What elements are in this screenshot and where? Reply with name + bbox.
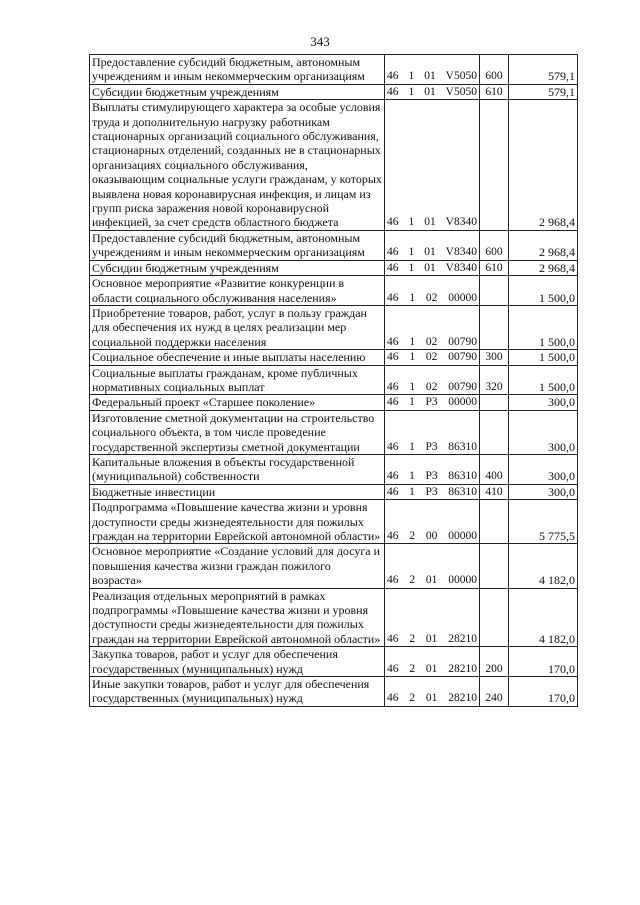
code-part: 00000	[448, 291, 477, 304]
code-parts	[387, 85, 477, 99]
row-amount: 300,0	[509, 395, 578, 410]
row-amount: 579,1	[509, 84, 578, 99]
code-part: 01	[425, 662, 438, 675]
row-name: Закупка товаров, работ и услуг для обеспечения государственных (муниципальных) нужд	[90, 647, 385, 677]
code-part: 01	[424, 70, 436, 83]
row-amount: 1 500,0	[509, 350, 578, 365]
row-expense-type: 300	[480, 350, 509, 365]
code-parts	[387, 662, 477, 676]
row-expense-type: 200	[480, 647, 509, 677]
code-part: 01	[425, 574, 438, 587]
code-part: 46	[387, 216, 399, 229]
row-name: Федеральный проект «Старшее поколение»	[90, 395, 385, 410]
code-parts	[387, 380, 477, 394]
code-part: 1	[409, 291, 416, 304]
row-amount: 300,0	[509, 484, 578, 499]
code-part: 28210	[448, 662, 477, 675]
code-part: 1	[409, 470, 415, 483]
code-parts	[387, 469, 477, 483]
table-row	[90, 84, 578, 99]
table-row	[90, 305, 578, 349]
table-row	[90, 500, 578, 544]
code-part: 01	[424, 216, 436, 229]
code-part: 00	[425, 530, 438, 542]
table-row	[90, 350, 578, 365]
row-name: Изготовление сметной документации на строительство социального объекта, в том числе проведение государственной экспертизы сметной документации	[90, 410, 385, 454]
code-parts	[387, 573, 477, 587]
row-code	[385, 647, 480, 677]
row-expense-type	[480, 544, 509, 588]
row-name: Субсидии бюджетным учреждениям	[90, 260, 385, 275]
row-expense-type: 410	[480, 484, 509, 499]
code-part: 46	[387, 261, 399, 274]
code-part: 2	[409, 632, 416, 645]
code-part: 46	[387, 70, 399, 83]
row-code	[385, 305, 480, 349]
code-part: 1	[408, 216, 415, 229]
code-part: 01	[424, 261, 436, 274]
code-parts	[387, 261, 477, 275]
row-expense-type	[480, 500, 509, 544]
budget-table	[89, 54, 578, 707]
table-row	[90, 55, 578, 85]
code-part: V8340	[445, 216, 477, 229]
row-code	[385, 230, 480, 260]
code-parts	[387, 691, 477, 705]
code-parts	[387, 485, 477, 499]
row-name: Реализация отдельных мероприятий в рамках подпрограммы «Повышение качества жизни и уровня доступности среды жизнедеятельности для пожилых граждан на территории Еврейской автономной области»	[90, 588, 385, 647]
code-part: 46	[387, 530, 399, 542]
code-parts	[387, 395, 477, 409]
code-part: 2	[409, 662, 416, 675]
code-part: P3	[425, 470, 438, 483]
row-name: Подпрограмма «Повышение качества жизни и уровня доступности среды жизнедеятельности для пожилых граждан на территории Еврейской автономной области»	[90, 500, 385, 544]
code-part: 01	[425, 632, 438, 645]
row-name: Бюджетные инвестиции	[90, 484, 385, 499]
row-code	[385, 350, 480, 365]
row-code	[385, 260, 480, 275]
code-part: 00000	[448, 530, 477, 542]
row-expense-type	[480, 276, 509, 306]
row-code	[385, 500, 480, 544]
row-code	[385, 588, 480, 647]
code-part: 02	[425, 351, 438, 364]
code-parts	[387, 245, 477, 259]
row-code	[385, 454, 480, 484]
row-name: Выплаты стимулирующего характера за особые условия труда и дополнительную нагрузку работникам стационарных организаций социального обслуживания, стационарных отделений, созданных не в стационарных организациях социального обслуживания, оказывающим социальные услуги гражданам, у которых выявлена новая коронавирусная инфекция, и лицам из групп риска заражения новой коронавирусной инфекцией, за счет средств областного бюджета	[90, 100, 385, 231]
table-row	[90, 454, 578, 484]
row-name: Предоставление субсидий бюджетным, автономным учреждениям и иным некоммерческим организациям	[90, 55, 385, 85]
code-part: 01	[424, 85, 436, 98]
page-number: 343	[310, 34, 330, 49]
row-amount: 1 500,0	[509, 365, 578, 395]
code-part: 2	[409, 692, 416, 705]
code-parts	[387, 440, 477, 454]
row-code	[385, 100, 480, 231]
code-part: 46	[387, 632, 399, 645]
code-part: 46	[387, 470, 399, 483]
code-parts	[387, 335, 477, 349]
budget-table-body	[90, 55, 578, 707]
code-parts	[387, 291, 477, 305]
code-part: V5050	[445, 85, 477, 98]
row-amount: 2 968,4	[509, 230, 578, 260]
row-code	[385, 677, 480, 707]
row-code	[385, 276, 480, 306]
code-part: 46	[387, 85, 399, 98]
code-part: 1	[409, 380, 416, 393]
code-parts	[387, 529, 477, 543]
row-expense-type: 400	[480, 454, 509, 484]
code-part: V8340	[445, 261, 477, 274]
row-expense-type: 600	[480, 55, 509, 85]
row-code	[385, 55, 480, 85]
table-row	[90, 395, 578, 410]
code-part: 00000	[448, 396, 477, 409]
table-row	[90, 100, 578, 231]
table-row	[90, 230, 578, 260]
row-amount: 300,0	[509, 410, 578, 454]
table-row	[90, 276, 578, 306]
code-parts	[387, 632, 477, 646]
row-amount: 1 500,0	[509, 276, 578, 306]
row-expense-type	[480, 100, 509, 231]
row-name: Приобретение товаров, работ, услуг в пользу граждан для обеспечения их нужд в целях реализации мер социальной поддержки населения	[90, 305, 385, 349]
row-name: Предоставление субсидий бюджетным, автономным учреждениям и иным некоммерческим организациям	[90, 230, 385, 260]
row-amount: 2 968,4	[509, 100, 578, 231]
row-amount: 4 182,0	[509, 544, 578, 588]
table-row	[90, 484, 578, 499]
code-part: 46	[387, 246, 399, 259]
row-amount: 1 500,0	[509, 305, 578, 349]
row-expense-type	[480, 410, 509, 454]
code-part: 1	[408, 85, 415, 98]
code-part: 00790	[448, 351, 477, 364]
code-parts	[387, 350, 477, 364]
row-amount: 170,0	[509, 647, 578, 677]
code-part: 46	[387, 335, 399, 348]
row-code	[385, 410, 480, 454]
code-part: 28210	[448, 632, 477, 645]
row-expense-type	[480, 588, 509, 647]
row-code	[385, 484, 480, 499]
table-row	[90, 260, 578, 275]
code-part: V5050	[445, 70, 477, 83]
code-part: 46	[387, 380, 399, 393]
code-part: 28210	[448, 692, 477, 705]
code-part: 46	[387, 351, 399, 364]
code-part: 02	[425, 335, 438, 348]
code-part: P3	[425, 485, 438, 498]
code-part: 1	[409, 351, 416, 364]
row-expense-type: 600	[480, 230, 509, 260]
row-name: Основное мероприятие «Создание условий для досуга и повышения качества жизни граждан пожилого возраста»	[90, 544, 385, 588]
code-part: 00790	[448, 380, 477, 393]
code-part: 86310	[448, 485, 477, 498]
code-part: 46	[387, 574, 399, 587]
row-expense-type: 610	[480, 84, 509, 99]
row-name: Социальное обеспечение и иные выплаты населению	[90, 350, 385, 365]
code-part: 1	[409, 396, 415, 409]
code-part: 02	[425, 291, 438, 304]
code-part: 86310	[448, 440, 477, 453]
row-name: Иные закупки товаров, работ и услуг для обеспечения государственных (муниципальных) нужд	[90, 677, 385, 707]
code-parts	[387, 69, 477, 83]
row-name: Социальные выплаты гражданам, кроме публичных нормативных социальных выплат	[90, 365, 385, 395]
code-part: 2	[409, 530, 416, 542]
row-amount: 579,1	[509, 55, 578, 85]
table-row	[90, 410, 578, 454]
row-expense-type	[480, 305, 509, 349]
row-code	[385, 365, 480, 395]
code-part: 46	[387, 291, 399, 304]
row-code	[385, 84, 480, 99]
row-name: Субсидии бюджетным учреждениям	[90, 84, 385, 99]
code-part: V8340	[445, 246, 477, 259]
code-part: 86310	[448, 470, 477, 483]
row-amount: 5 775,5	[509, 500, 578, 544]
code-parts	[387, 215, 477, 229]
code-part: P3	[425, 396, 438, 409]
table-row	[90, 677, 578, 707]
row-name: Основное мероприятие «Развитие конкуренции в области социального обслуживания населения»	[90, 276, 385, 306]
code-part: 2	[409, 574, 416, 587]
row-expense-type	[480, 395, 509, 410]
code-part: 1	[409, 440, 415, 453]
row-expense-type: 320	[480, 365, 509, 395]
code-part: 1	[408, 70, 415, 83]
code-part: P3	[425, 440, 438, 453]
table-row	[90, 365, 578, 395]
code-part: 46	[387, 662, 399, 675]
row-amount: 4 182,0	[509, 588, 578, 647]
code-part: 46	[387, 396, 399, 409]
row-amount: 170,0	[509, 677, 578, 707]
code-part: 46	[387, 692, 399, 705]
row-expense-type: 610	[480, 260, 509, 275]
row-expense-type: 240	[480, 677, 509, 707]
code-part: 1	[409, 335, 416, 348]
row-name: Капитальные вложения в объекты государственной (муниципальной) собственности	[90, 454, 385, 484]
code-part: 00000	[448, 574, 477, 587]
code-part: 46	[387, 440, 399, 453]
table-row	[90, 544, 578, 588]
code-part: 01	[425, 692, 438, 705]
table-row	[90, 647, 578, 677]
row-amount: 300,0	[509, 454, 578, 484]
code-part: 00790	[448, 335, 477, 348]
code-part: 1	[409, 485, 415, 498]
code-part: 01	[424, 246, 436, 259]
code-part: 1	[408, 246, 415, 259]
code-part: 46	[387, 485, 399, 498]
table-row	[90, 588, 578, 647]
row-code	[385, 544, 480, 588]
row-amount: 2 968,4	[509, 260, 578, 275]
row-code	[385, 395, 480, 410]
code-part: 1	[408, 261, 415, 274]
code-part: 02	[425, 380, 438, 393]
